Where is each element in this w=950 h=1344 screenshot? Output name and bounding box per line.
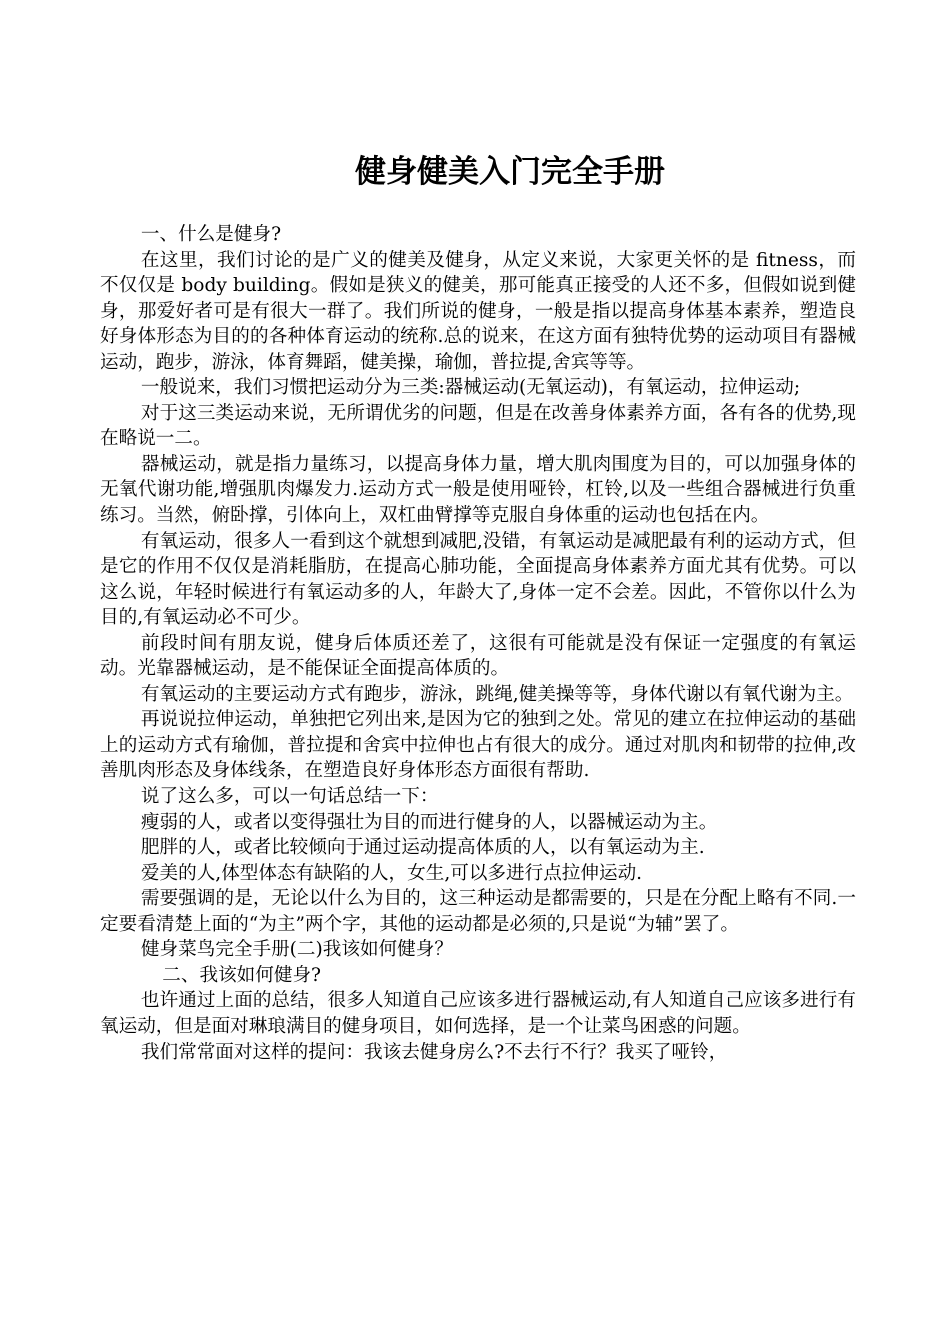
paragraph: 有氧运动，很多人一看到这个就想到减肥,没错，有氧运动是减肥最有利的运动方式，但是它的作用不仅仅是消耗脂肪，在提高心肺功能，全面提高身体素养方面尤其有优势。可以这么说，年轻时候进行有氧运动多的人，年龄大了,身体一定不会差。因此，不管你以什么为目的,有氧运动必不可少。 [100,530,856,629]
paragraph: 前段时间有朋友说，健身后体质还差了，这很有可能就是没有保证一定强度的有氧运动。光靠器械运动，是不能保证全面提高体质的。 [100,632,856,680]
paragraph: 也许通过上面的总结，很多人知道自己应该多进行器械运动,有人知道自己应该多进行有氧运动，但是面对琳琅满目的健身项目，如何选择，是一个让菜鸟困惑的问题。 [100,990,856,1037]
paragraph: 有氧运动的主要运动方式有跑步，游泳，跳绳,健美操等等，身体代谢以有氧代谢为主。 [140,683,854,705]
paragraph: 瘦弱的人，或者以变得强壮为目的而进行健身的人，以器械运动为主。 [140,811,718,833]
paragraph: 器械运动，就是指力量练习，以提高身体力量，增大肌肉围度为目的，可以加强身体的无氧代谢功能,增强肌肉爆发力.运动方式一般是使用哑铃，杠铃,以及一些组合器械进行负重练习。当然，俯卧撑，引体向上，双杠曲臂撑等克服自身体重的运动也包括在内。 [100,453,856,527]
paragraph: 我们常常面对这样的提问：我该去健身房么?不去行不行？我买了哑铃， [140,1041,728,1063]
paragraph: 爱美的人,体型体态有缺陷的人，女生,可以多进行点拉伸运动. [140,862,643,884]
document-title: 健身健美入门完全手册 [355,154,665,190]
paragraph: 需要强调的是，无论以什么为目的，这三种运动是都需要的，只是在分配上略有不同.一定要看清楚上面的“为主”两个字，其他的运动都是必须的,只是说“为辅”罢了。 [100,888,856,935]
document-body [100,222,856,1065]
paragraph: 对于这三类运动来说，无所谓优劣的问题，但是在改善身体素养方面，各有各的优势,现在略说一二。 [100,402,856,450]
paragraph: 在这里，我们讨论的是广义的健美及健身，从定义来说，大家更关怀的是 fitness，而不仅仅是 body building。假如是狭义的健美，那可能真正接受的人还不多，但假如说到健身，那爱好者可是有很大一群了。我们所说的健身，一般是指以提高身体基本素养，塑造良好身体形态为目的的各种体育运动的统称.总的说来，在这方面有独特优势的运动项目有器械运动，跑步，游泳，体育舞蹈，健美操，瑜伽，普拉提,舍宾等等。 [100,249,856,373]
paragraph: 说了这么多，可以一句话总结一下： [140,786,439,808]
paragraph: 肥胖的人，或者比较倾向于通过运动提高体质的人，以有氧运动为主. [140,837,705,859]
section-heading-1: 一、什么是健身? [140,224,282,245]
section-heading-2: 二、我该如何健身? [162,964,322,986]
paragraph: 再说说拉伸运动，单独把它列出来,是因为它的独到之处。常见的建立在拉伸运动的基础上的运动方式有瑜伽，普拉提和舍宾中拉伸也占有很大的成分。通过对肌肉和韧带的拉伸,改善肌肉形态及身体线条，在塑造良好身体形态方面很有帮助. [100,709,856,782]
paragraph: 一般说来，我们习惯把运动分为三类:器械运动(无氧运动)，有氧运动，拉伸运动; [140,377,801,399]
subtitle-line: 健身菜鸟完全手册(二)我该如何健身？ [140,939,453,961]
